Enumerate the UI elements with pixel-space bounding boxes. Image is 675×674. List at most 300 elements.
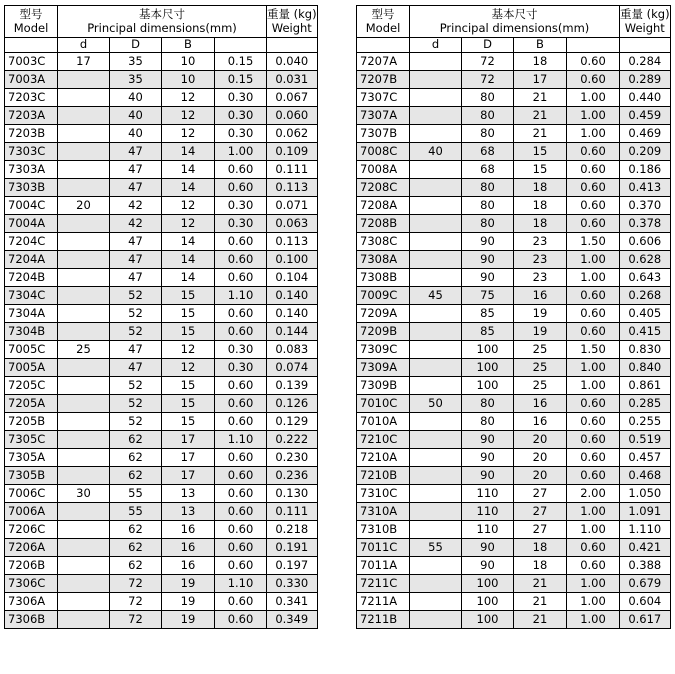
model-cell: 7310A <box>357 503 410 521</box>
d-cell <box>58 377 110 395</box>
r-cell: 1.00 <box>567 359 620 377</box>
model-cell: 7004C <box>5 197 58 215</box>
B-cell: 16 <box>162 521 215 539</box>
D-cell: 80 <box>462 197 514 215</box>
model-cell: 7307A <box>357 107 410 125</box>
B-cell: 21 <box>514 125 567 143</box>
model-cell: 7306C <box>5 575 58 593</box>
model-cell: 7203B <box>5 125 58 143</box>
table-row <box>357 107 671 125</box>
r-cell: 1.00 <box>567 269 620 287</box>
D-cell: 90 <box>462 251 514 269</box>
B-cell: 12 <box>162 341 215 359</box>
d-cell <box>410 125 462 143</box>
d-cell <box>410 341 462 359</box>
B-cell: 13 <box>162 485 215 503</box>
table-row <box>357 431 671 449</box>
r-cell: 0.60 <box>215 611 267 629</box>
table-row <box>5 485 318 503</box>
r-cell: 0.60 <box>215 467 267 485</box>
model-cell: 7208B <box>357 215 410 233</box>
weight-cell: 0.111 <box>267 161 318 179</box>
d-cell <box>58 89 110 107</box>
r-cell: 1.10 <box>215 575 267 593</box>
table-row <box>357 413 671 431</box>
model-cell: 7307B <box>357 125 410 143</box>
weight-header-cn: 重量 (kg) <box>620 7 670 22</box>
d-cell <box>58 431 110 449</box>
B-cell: 18 <box>514 215 567 233</box>
B-cell: 15 <box>162 287 215 305</box>
weight-cell: 0.071 <box>267 197 318 215</box>
B-cell: 18 <box>514 53 567 71</box>
model-cell: 7310B <box>357 521 410 539</box>
table-row <box>357 251 671 269</box>
D-cell: 62 <box>110 557 162 575</box>
D-cell: 75 <box>462 287 514 305</box>
d-cell: 50 <box>410 395 462 413</box>
d-cell <box>410 53 462 71</box>
B-cell: 12 <box>162 197 215 215</box>
weight-cell: 0.289 <box>620 71 671 89</box>
B-cell: 18 <box>514 179 567 197</box>
D-cell: 55 <box>110 485 162 503</box>
table-row <box>5 503 318 521</box>
col-B-header: B <box>514 38 567 53</box>
header-row <box>357 6 671 38</box>
D-cell: 62 <box>110 539 162 557</box>
weight-cell: 0.140 <box>267 305 318 323</box>
d-cell <box>58 539 110 557</box>
D-cell: 68 <box>462 161 514 179</box>
model-cell: 7304C <box>5 287 58 305</box>
d-cell <box>58 557 110 575</box>
D-cell: 72 <box>110 575 162 593</box>
table-row <box>357 611 671 629</box>
B-cell: 16 <box>514 287 567 305</box>
weight-cell: 0.459 <box>620 107 671 125</box>
model-cell: 7003A <box>5 71 58 89</box>
model-cell: 7209A <box>357 305 410 323</box>
B-cell: 18 <box>514 539 567 557</box>
r-cell: 0.60 <box>215 323 267 341</box>
weight-cell: 0.100 <box>267 251 318 269</box>
weight-cell: 0.468 <box>620 467 671 485</box>
weight-cell: 0.255 <box>620 413 671 431</box>
d-cell <box>410 377 462 395</box>
d-cell <box>410 305 462 323</box>
d-cell <box>58 107 110 125</box>
table-row <box>5 395 318 413</box>
r-cell: 1.00 <box>567 611 620 629</box>
table-row <box>357 359 671 377</box>
table-row <box>357 593 671 611</box>
table-row <box>357 395 671 413</box>
model-cell: 7205B <box>5 413 58 431</box>
d-cell <box>410 521 462 539</box>
r-cell: 1.00 <box>567 575 620 593</box>
table-row <box>5 233 318 251</box>
r-cell: 0.60 <box>567 431 620 449</box>
r-cell: 1.00 <box>567 521 620 539</box>
table-row <box>5 89 318 107</box>
D-cell: 47 <box>110 251 162 269</box>
table-row <box>5 287 318 305</box>
weight-cell: 0.388 <box>620 557 671 575</box>
model-cell: 7207B <box>357 71 410 89</box>
B-cell: 12 <box>162 107 215 125</box>
subheader-blank <box>620 38 671 53</box>
D-cell: 80 <box>462 89 514 107</box>
r-cell: 1.10 <box>215 287 267 305</box>
weight-cell: 0.063 <box>267 215 318 233</box>
r-cell: 0.60 <box>215 413 267 431</box>
weight-cell: 0.405 <box>620 305 671 323</box>
D-cell: 72 <box>110 611 162 629</box>
D-cell: 100 <box>462 359 514 377</box>
model-cell: 7304B <box>5 323 58 341</box>
model-cell: 7204C <box>5 233 58 251</box>
B-cell: 15 <box>514 143 567 161</box>
model-cell: 7305A <box>5 449 58 467</box>
B-cell: 19 <box>162 593 215 611</box>
weight-cell: 0.129 <box>267 413 318 431</box>
table-row <box>357 503 671 521</box>
r-cell: 0.30 <box>215 341 267 359</box>
model-cell: 7009C <box>357 287 410 305</box>
d-cell <box>58 323 110 341</box>
weight-cell: 1.050 <box>620 485 671 503</box>
D-cell: 40 <box>110 107 162 125</box>
table-row <box>5 53 318 71</box>
model-cell: 7206A <box>5 539 58 557</box>
D-cell: 62 <box>110 449 162 467</box>
r-cell: 0.60 <box>567 215 620 233</box>
D-cell: 110 <box>462 521 514 539</box>
r-cell: 0.30 <box>215 359 267 377</box>
d-cell: 17 <box>58 53 110 71</box>
r-cell: 1.00 <box>567 251 620 269</box>
table-row <box>357 287 671 305</box>
r-cell: 0.60 <box>215 485 267 503</box>
r-cell: 0.30 <box>215 197 267 215</box>
D-cell: 47 <box>110 341 162 359</box>
r-cell: 1.50 <box>567 341 620 359</box>
model-cell: 7211B <box>357 611 410 629</box>
d-cell <box>58 395 110 413</box>
r-cell: 0.60 <box>215 395 267 413</box>
weight-cell: 0.604 <box>620 593 671 611</box>
dimensions-header-cn: 基本尺寸 <box>491 7 538 22</box>
r-cell: 0.60 <box>567 449 620 467</box>
B-cell: 14 <box>162 269 215 287</box>
weight-header <box>267 6 318 38</box>
model-cell: 7011A <box>357 557 410 575</box>
table-row <box>357 53 671 71</box>
r-cell: 0.15 <box>215 71 267 89</box>
r-cell: 2.00 <box>567 485 620 503</box>
d-cell <box>58 143 110 161</box>
weight-cell: 0.209 <box>620 143 671 161</box>
model-header-en: Model <box>365 20 401 35</box>
weight-header-en: Weight <box>624 20 665 35</box>
table-row <box>357 197 671 215</box>
r-cell: 0.60 <box>215 521 267 539</box>
d-cell <box>58 593 110 611</box>
B-cell: 14 <box>162 251 215 269</box>
col-r-header <box>215 38 267 53</box>
d-cell <box>410 467 462 485</box>
col-D-header: D <box>462 38 514 53</box>
weight-header <box>620 6 671 38</box>
weight-cell: 1.110 <box>620 521 671 539</box>
table-row <box>5 611 318 629</box>
model-cell: 7308B <box>357 269 410 287</box>
D-cell: 110 <box>462 503 514 521</box>
d-cell <box>58 413 110 431</box>
weight-cell: 0.060 <box>267 107 318 125</box>
D-cell: 47 <box>110 269 162 287</box>
D-cell: 90 <box>462 557 514 575</box>
weight-cell: 0.062 <box>267 125 318 143</box>
d-cell <box>58 521 110 539</box>
B-cell: 21 <box>514 89 567 107</box>
r-cell: 0.60 <box>215 593 267 611</box>
d-cell <box>410 557 462 575</box>
B-cell: 15 <box>514 161 567 179</box>
model-cell: 7204A <box>5 251 58 269</box>
d-cell: 45 <box>410 287 462 305</box>
table-row <box>5 575 318 593</box>
B-cell: 25 <box>514 359 567 377</box>
d-cell <box>410 503 462 521</box>
r-cell: 0.60 <box>215 557 267 575</box>
weight-cell: 0.186 <box>620 161 671 179</box>
weight-cell: 0.457 <box>620 449 671 467</box>
model-cell: 7006C <box>5 485 58 503</box>
D-cell: 90 <box>462 431 514 449</box>
table-row <box>357 449 671 467</box>
d-cell <box>58 359 110 377</box>
B-cell: 23 <box>514 251 567 269</box>
D-cell: 80 <box>462 413 514 431</box>
model-cell: 7307C <box>357 89 410 107</box>
r-cell: 0.60 <box>567 143 620 161</box>
model-cell: 7004A <box>5 215 58 233</box>
weight-cell: 0.083 <box>267 341 318 359</box>
B-cell: 15 <box>162 323 215 341</box>
B-cell: 20 <box>514 449 567 467</box>
B-cell: 17 <box>162 467 215 485</box>
D-cell: 68 <box>462 143 514 161</box>
weight-cell: 0.067 <box>267 89 318 107</box>
d-cell <box>58 161 110 179</box>
weight-cell: 0.469 <box>620 125 671 143</box>
D-cell: 100 <box>462 341 514 359</box>
col-B-header: B <box>162 38 215 53</box>
subheader-blank <box>267 38 318 53</box>
d-cell <box>58 575 110 593</box>
table-row <box>5 251 318 269</box>
model-cell: 7210C <box>357 431 410 449</box>
model-cell: 7310C <box>357 485 410 503</box>
B-cell: 25 <box>514 377 567 395</box>
B-cell: 12 <box>162 125 215 143</box>
table-row <box>5 143 318 161</box>
model-cell: 7207A <box>357 53 410 71</box>
d-cell <box>58 269 110 287</box>
B-cell: 15 <box>162 413 215 431</box>
r-cell: 1.00 <box>567 503 620 521</box>
D-cell: 62 <box>110 521 162 539</box>
B-cell: 10 <box>162 71 215 89</box>
B-cell: 15 <box>162 377 215 395</box>
B-cell: 17 <box>162 431 215 449</box>
model-header <box>357 6 410 38</box>
table-row <box>357 179 671 197</box>
d-cell <box>58 503 110 521</box>
dimensions-header-en: Principal dimensions(mm) <box>439 20 590 35</box>
model-cell: 7303C <box>5 143 58 161</box>
table-row <box>5 305 318 323</box>
model-cell: 7205C <box>5 377 58 395</box>
d-cell <box>410 575 462 593</box>
weight-cell: 0.519 <box>620 431 671 449</box>
r-cell: 0.60 <box>215 503 267 521</box>
model-header-cn: 型号 <box>19 7 43 22</box>
model-cell: 7308A <box>357 251 410 269</box>
D-cell: 47 <box>110 359 162 377</box>
B-cell: 23 <box>514 269 567 287</box>
D-cell: 80 <box>462 215 514 233</box>
weight-cell: 0.628 <box>620 251 671 269</box>
table-row <box>5 539 318 557</box>
table-row <box>357 467 671 485</box>
r-cell: 0.60 <box>567 305 620 323</box>
model-cell: 7206C <box>5 521 58 539</box>
B-cell: 20 <box>514 467 567 485</box>
table-row <box>357 305 671 323</box>
d-cell: 55 <box>410 539 462 557</box>
D-cell: 72 <box>110 593 162 611</box>
D-cell: 80 <box>462 107 514 125</box>
D-cell: 100 <box>462 593 514 611</box>
D-cell: 47 <box>110 143 162 161</box>
weight-cell: 0.109 <box>267 143 318 161</box>
model-cell: 7205A <box>5 395 58 413</box>
r-cell: 0.60 <box>567 467 620 485</box>
table-row <box>5 341 318 359</box>
B-cell: 16 <box>162 539 215 557</box>
weight-cell: 0.421 <box>620 539 671 557</box>
D-cell: 62 <box>110 467 162 485</box>
weight-header-cn: 重量 (kg) <box>267 7 317 22</box>
dimensions-header-en: Principal dimensions(mm) <box>87 20 237 35</box>
D-cell: 72 <box>462 71 514 89</box>
table-row <box>357 161 671 179</box>
B-cell: 27 <box>514 485 567 503</box>
B-cell: 12 <box>162 89 215 107</box>
table-body-right <box>357 53 671 629</box>
d-cell <box>410 485 462 503</box>
weight-cell: 0.139 <box>267 377 318 395</box>
B-cell: 19 <box>514 323 567 341</box>
table-row <box>357 341 671 359</box>
header-row <box>5 6 318 38</box>
weight-cell: 0.268 <box>620 287 671 305</box>
r-cell: 0.60 <box>215 233 267 251</box>
r-cell: 1.00 <box>567 107 620 125</box>
subheader-row <box>357 38 671 53</box>
d-cell <box>58 251 110 269</box>
weight-cell: 0.341 <box>267 593 318 611</box>
D-cell: 72 <box>462 53 514 71</box>
D-cell: 52 <box>110 377 162 395</box>
d-cell <box>410 215 462 233</box>
d-cell <box>410 593 462 611</box>
table-row <box>357 233 671 251</box>
table-row <box>5 323 318 341</box>
table-row <box>357 143 671 161</box>
r-cell: 0.60 <box>215 305 267 323</box>
model-cell: 7211A <box>357 593 410 611</box>
D-cell: 85 <box>462 305 514 323</box>
B-cell: 18 <box>514 197 567 215</box>
D-cell: 47 <box>110 179 162 197</box>
D-cell: 35 <box>110 53 162 71</box>
dimensions-header-cn: 基本尺寸 <box>139 7 185 22</box>
d-cell <box>410 323 462 341</box>
table-row <box>5 107 318 125</box>
B-cell: 15 <box>162 305 215 323</box>
table-row <box>5 377 318 395</box>
d-cell <box>58 305 110 323</box>
table-row <box>5 467 318 485</box>
D-cell: 52 <box>110 413 162 431</box>
B-cell: 12 <box>162 359 215 377</box>
B-cell: 21 <box>514 593 567 611</box>
B-cell: 21 <box>514 611 567 629</box>
r-cell: 1.10 <box>215 431 267 449</box>
table-row <box>357 125 671 143</box>
model-cell: 7308C <box>357 233 410 251</box>
model-cell: 7208C <box>357 179 410 197</box>
model-cell: 7206B <box>5 557 58 575</box>
table-row <box>357 71 671 89</box>
weight-cell: 0.349 <box>267 611 318 629</box>
table-row <box>5 593 318 611</box>
r-cell: 0.30 <box>215 89 267 107</box>
r-cell: 0.60 <box>215 179 267 197</box>
weight-cell: 0.679 <box>620 575 671 593</box>
weight-cell: 0.378 <box>620 215 671 233</box>
weight-cell: 0.104 <box>267 269 318 287</box>
B-cell: 19 <box>514 305 567 323</box>
r-cell: 1.00 <box>567 89 620 107</box>
r-cell: 0.30 <box>215 215 267 233</box>
D-cell: 100 <box>462 575 514 593</box>
r-cell: 0.30 <box>215 125 267 143</box>
r-cell: 0.60 <box>567 557 620 575</box>
B-cell: 15 <box>162 395 215 413</box>
r-cell: 0.60 <box>567 161 620 179</box>
B-cell: 18 <box>514 557 567 575</box>
model-cell: 7305C <box>5 431 58 449</box>
r-cell: 0.60 <box>567 395 620 413</box>
D-cell: 90 <box>462 449 514 467</box>
weight-cell: 0.440 <box>620 89 671 107</box>
d-cell <box>410 89 462 107</box>
